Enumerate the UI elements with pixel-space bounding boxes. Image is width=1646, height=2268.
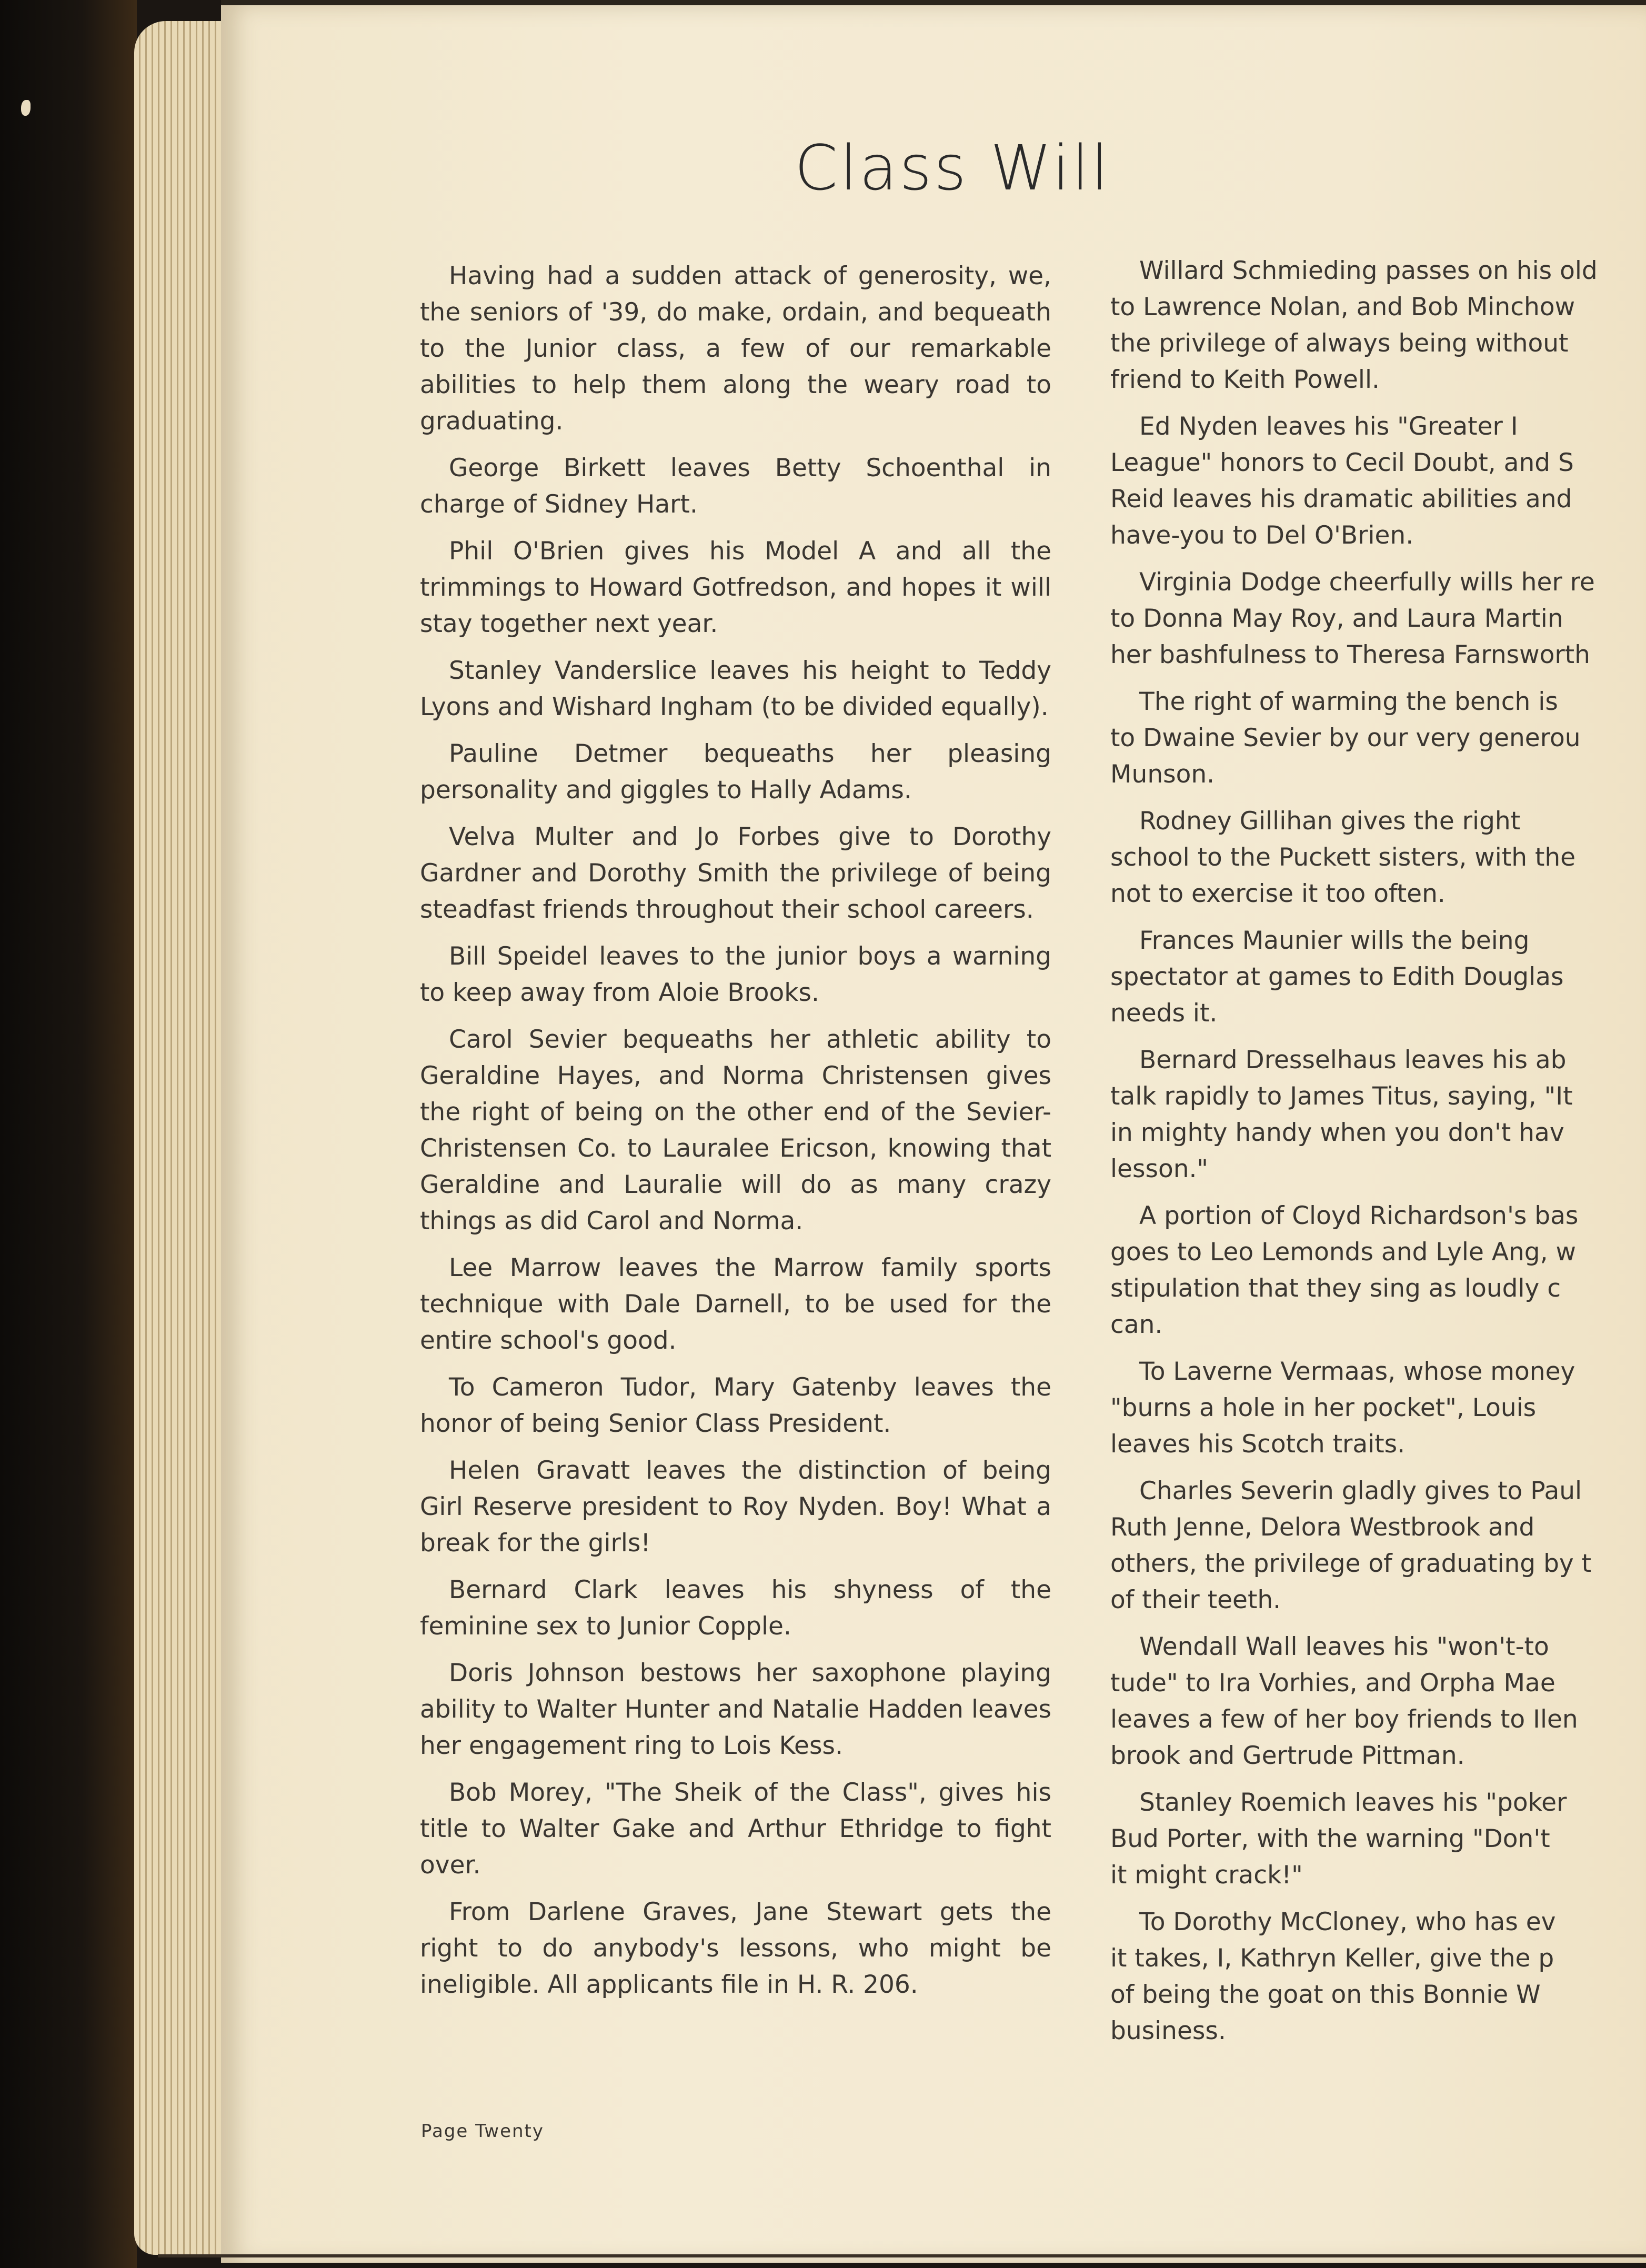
paragraph	[1110, 922, 1646, 1031]
text-line: Bud Porter, with the warning "Don't	[1110, 1824, 1550, 1853]
page-edges	[134, 21, 234, 2255]
text-line: Ed Nyden leaves his "Greater I	[1139, 412, 1518, 441]
text-line: needs it.	[1110, 999, 1218, 1028]
text-line: Ruth Jenne, Delora Westbrook and	[1110, 1513, 1535, 1542]
text-line: business.	[1110, 2016, 1226, 2045]
paragraph: Having had a sudden attack of generosity, we, the seniors of '39, do make, ordain, and bequeath to the Junior class, a few of our remarkable abilities to help them along the weary road to graduating.	[420, 262, 1051, 436]
text-line: Willard Schmieding passes on his old	[1139, 256, 1598, 285]
paragraph: George Birkett leaves Betty Schoenthal in charge of Sidney Hart.	[420, 454, 1051, 519]
paragraph	[1110, 1198, 1646, 1343]
paragraph: Velva Multer and Jo Forbes give to Dorothy Gardner and Dorothy Smith the privilege of being steadfast friends throughout their school careers.	[420, 822, 1051, 924]
text-line: to Dwaine Sevier by our very generou	[1110, 724, 1581, 752]
text-line: it takes, I, Kathryn Keller, give the p	[1110, 1944, 1554, 1973]
text-line: tude" to Ira Vorhies, and Orpha Mae	[1110, 1669, 1555, 1698]
text-line: others, the privilege of graduating by t	[1110, 1549, 1592, 1578]
text-line: spectator at games to Edith Douglas	[1110, 962, 1564, 991]
right-column	[1110, 253, 1646, 2049]
text-line: Bernard Dresselhaus leaves his ab	[1139, 1046, 1567, 1075]
text-line: Reid leaves his dramatic abilities and	[1110, 485, 1572, 514]
paragraph: Lee Marrow leaves the Marrow family sports technique with Dale Darnell, to be used for the entire school's good.	[420, 1253, 1051, 1355]
paragraph: From Darlene Graves, Jane Stewart gets the right to do anybody's lessons, who might be ineligible. All applicants file in H. R. 206.	[420, 1898, 1051, 1999]
text-line: school to the Puckett sisters, with the	[1110, 843, 1576, 872]
paragraph	[1110, 1904, 1646, 2049]
text-line: Frances Maunier wills the being	[1139, 926, 1530, 955]
text-line: of their teeth.	[1110, 1585, 1281, 1614]
paragraph: Carol Sevier bequeaths her athletic ability to Geraldine Hayes, and Norma Christensen gives the right of being on the other end of the Sevier-Christensen Co. to Lauralee Ericson, knowing that Geraldine and Lauralie will do as many crazy things as did Carol and Norma.	[420, 1025, 1051, 1236]
page-number: Page Twenty	[421, 2121, 544, 2142]
text-line: Stanley Roemich leaves his "poker	[1139, 1788, 1567, 1817]
paragraph: Bill Speidel leaves to the junior boys a warning to keep away from Aloie Brooks.	[420, 942, 1051, 1007]
paragraph: Bob Morey, "The Sheik of the Class", gives his title to Walter Gake and Arthur Ethridge to fight over.	[420, 1778, 1051, 1880]
text-line: stipulation that they sing as loudly c	[1110, 1274, 1561, 1303]
paragraph: Stanley Vanderslice leaves his height to Teddy Lyons and Wishard Ingham (to be divided equally).	[420, 656, 1051, 721]
text-line: to Lawrence Nolan, and Bob Minchow	[1110, 293, 1575, 322]
text-line: leaves a few of her boy friends to Ilen	[1110, 1705, 1578, 1734]
text-line: Virginia Dodge cheerfully wills her re	[1139, 568, 1595, 597]
right-column-clip	[1110, 253, 1646, 2094]
text-line: Wendall Wall leaves his "won't-to	[1139, 1632, 1549, 1661]
paragraph: Helen Gravatt leaves the distinction of being Girl Reserve president to Roy Nyden. Boy! What a break for the girls!	[420, 1456, 1051, 1558]
text-line: To Dorothy McCloney, who has ev	[1139, 1908, 1556, 1936]
bottom-edge	[158, 2254, 1646, 2257]
text-line: it might crack!"	[1110, 1861, 1303, 1890]
text-line: not to exercise it too often.	[1110, 879, 1446, 908]
text-line: brook and Gertrude Pittman.	[1110, 1741, 1465, 1770]
text-line: talk rapidly to James Titus, saying, "It	[1110, 1082, 1573, 1111]
text-line: To Laverne Vermaas, whose money	[1139, 1357, 1575, 1386]
text-line: A portion of Cloyd Richardson's bas	[1139, 1201, 1579, 1230]
left-column	[420, 258, 1051, 2013]
text-line: Charles Severin gladly gives to Paul	[1139, 1477, 1582, 1506]
text-line: The right of warming the bench is	[1139, 687, 1558, 716]
paragraph: Phil O'Brien gives his Model A and all the trimmings to Howard Gotfredson, and hopes it will stay together next year.	[420, 537, 1051, 638]
text-line: of being the goat on this Bonnie W	[1110, 1980, 1541, 2009]
text-line: League" honors to Cecil Doubt, and S	[1110, 448, 1574, 477]
paragraph	[1110, 1629, 1646, 1774]
text-line: can.	[1110, 1310, 1163, 1339]
text-line: "burns a hole in her pocket", Louis	[1110, 1393, 1537, 1422]
paragraph: Doris Johnson bestows her saxophone playing ability to Walter Hunter and Natalie Hadden leaves her engagement ring to Lois Kess.	[420, 1659, 1051, 1760]
text-line: to Donna May Roy, and Laura Martin	[1110, 604, 1563, 633]
paragraph	[1110, 1353, 1646, 1462]
paragraph: Bernard Clark leaves his shyness of the feminine sex to Junior Copple.	[420, 1575, 1051, 1641]
text-line: have-you to Del O'Brien.	[1110, 521, 1414, 550]
page-title: Class Will	[794, 132, 1111, 204]
text-line: in mighty handy when you don't hav	[1110, 1118, 1564, 1147]
paragraph	[1110, 1042, 1646, 1187]
text-line: leaves his Scotch traits.	[1110, 1430, 1406, 1459]
text-line: goes to Leo Lemonds and Lyle Ang, w	[1110, 1238, 1576, 1267]
book-spine	[0, 0, 137, 2268]
paragraph	[1110, 1784, 1646, 1893]
text-line: Munson.	[1110, 760, 1215, 789]
paragraph	[1110, 803, 1646, 912]
text-line: her bashfulness to Theresa Farnsworth	[1110, 640, 1590, 669]
text-line: Rodney Gillihan gives the right	[1139, 807, 1521, 836]
text-line: the privilege of always being without	[1110, 329, 1569, 358]
paragraph	[1110, 564, 1646, 673]
paragraph: Pauline Detmer bequeaths her pleasing personality and giggles to Hally Adams.	[420, 739, 1051, 805]
spine-mark	[21, 100, 31, 116]
paragraph	[1110, 253, 1646, 398]
text-line: lesson."	[1110, 1155, 1209, 1183]
paragraph	[1110, 408, 1646, 554]
paragraph: To Cameron Tudor, Mary Gatenby leaves the honor of being Senior Class President.	[420, 1373, 1051, 1438]
paragraph	[1110, 1473, 1646, 1618]
text-line: friend to Keith Powell.	[1110, 365, 1380, 394]
paragraph	[1110, 684, 1646, 792]
